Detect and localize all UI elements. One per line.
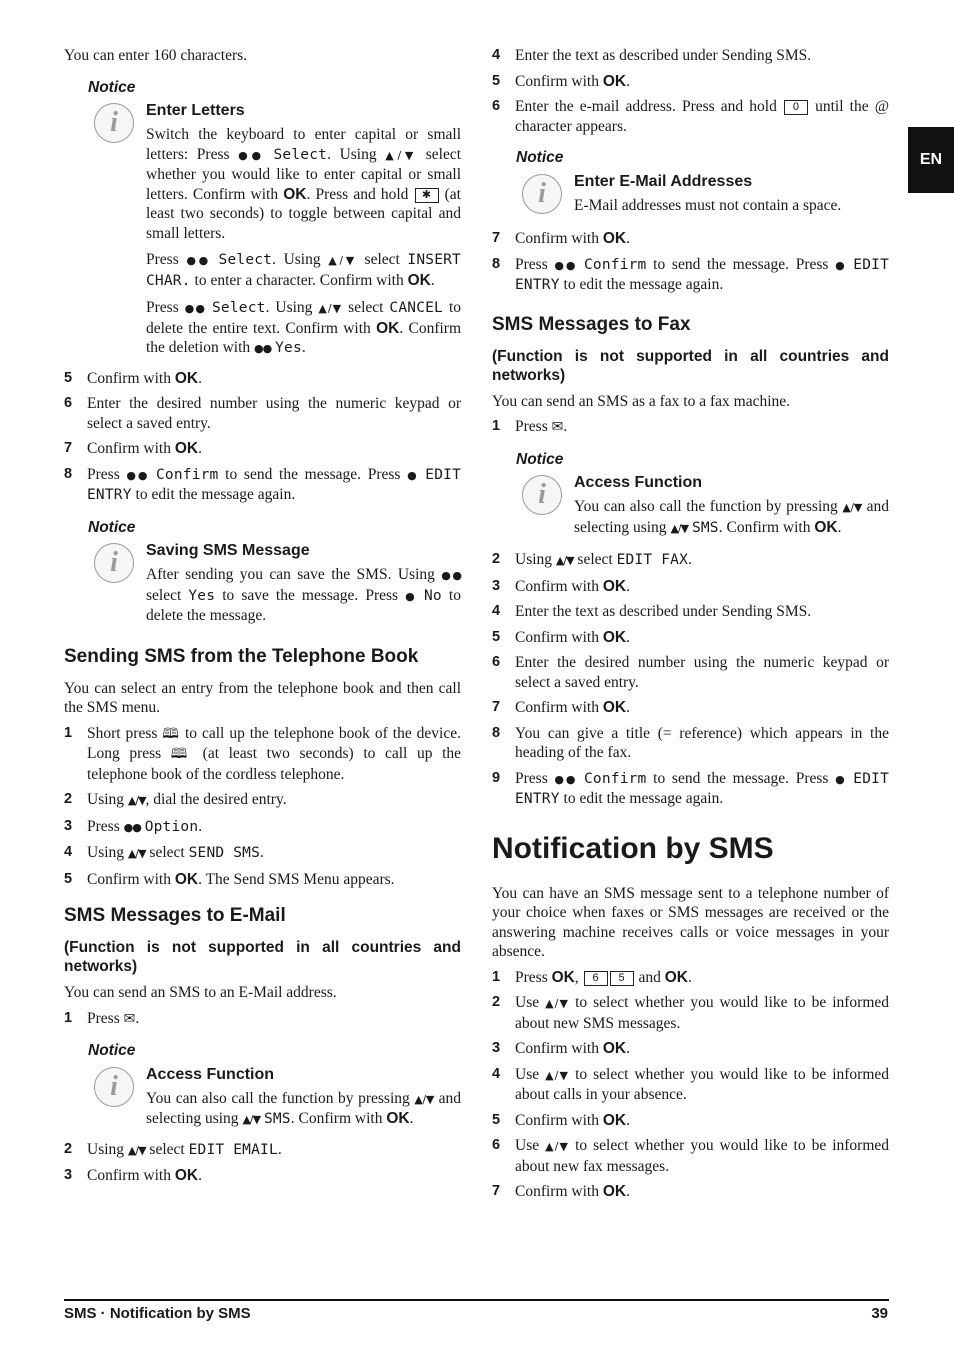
dot-icon: ● bbox=[405, 589, 417, 603]
up-down-arrow-icon: ▲/▼ bbox=[127, 847, 146, 860]
right-column bbox=[492, 46, 889, 1208]
chapter-heading: Notification by SMS bbox=[492, 831, 774, 865]
step-item: 6 Enter the e-mail address. Press and hold 0 until the @ character appears. bbox=[492, 98, 889, 135]
step-item: 5 Confirm with OK. bbox=[492, 72, 630, 90]
step-item: 2 Using ▲/▼ select EDIT FAX. bbox=[492, 551, 692, 568]
step-item: 5 Confirm with OK. bbox=[64, 369, 202, 387]
notice-title: Access Function bbox=[574, 474, 703, 491]
section-intro: You can have an SMS message sent to a telephone number of your choice when faxes or SMS messages are received or the answering machine receives calls or voice messages in your absence. bbox=[492, 884, 889, 960]
dots-icon: ●● bbox=[184, 302, 207, 315]
language-tab: EN bbox=[908, 127, 954, 193]
step-item: 1 Short press 🕮 to call up the telephone book of the device. Long press 🕮 (at least two seconds) to call up the telephone book of the cordless telephone. bbox=[64, 724, 462, 783]
notice-label: Notice bbox=[516, 149, 564, 166]
step-item: 4 Using ▲/▼ select SEND SMS. bbox=[64, 844, 264, 861]
phonebook-icon: 🕮 bbox=[170, 746, 194, 762]
notice-title: Access Function bbox=[146, 1065, 275, 1083]
notice-paragraph: E-Mail addresses must not contain a space. bbox=[574, 196, 842, 214]
up-down-arrow-icon: ▲/▼ bbox=[555, 554, 574, 567]
section-subheading: (Function is not supported in all countries and networks) bbox=[492, 347, 889, 384]
info-icon: i bbox=[522, 174, 562, 214]
up-down-arrow-icon: ▲/▼ bbox=[242, 1113, 261, 1126]
notice-paragraph: After sending you can save the SMS. Using ●● select Yes to save the message. Press ● No to delete the message. bbox=[146, 566, 462, 624]
dots-icon: ●● bbox=[554, 772, 578, 786]
up-down-arrow-icon: ▲/▼ bbox=[127, 794, 146, 807]
up-down-arrow-icon: ▲/▼ bbox=[545, 997, 570, 1010]
dots-icon: ●● bbox=[554, 258, 578, 272]
up-down-arrow-icon: ▲/▼ bbox=[318, 302, 343, 315]
notice-label: Notice bbox=[516, 450, 564, 468]
info-icon: i bbox=[94, 543, 134, 583]
info-icon: i bbox=[94, 103, 134, 143]
step-item: 2 Use ▲/▼ to select whether you would like to be informed about new SMS messages. bbox=[492, 994, 890, 1032]
step-item: 3 Press ●● Option. bbox=[64, 817, 203, 835]
notice-email-addresses bbox=[492, 172, 889, 216]
step-item: 2 Using ▲/▼, dial the desired entry. bbox=[64, 791, 287, 808]
notice-saving-sms bbox=[64, 541, 461, 626]
step-item: 5 Confirm with OK. bbox=[492, 628, 630, 646]
step-item: 5 Confirm with OK. The Send SMS Menu appears. bbox=[64, 870, 395, 888]
dot-icon: ● bbox=[407, 468, 419, 482]
step-item: 3 Confirm with OK. bbox=[64, 1167, 202, 1184]
step-item: 4 Enter the text as described under Sending SMS. bbox=[492, 603, 812, 620]
page-number: 39 bbox=[871, 1305, 888, 1322]
step-item: 7 Confirm with OK. bbox=[492, 699, 630, 716]
step-item: 7 Confirm with OK. bbox=[64, 440, 202, 457]
step-item: 1 Press ✉. bbox=[64, 1009, 140, 1027]
notice-label: Notice bbox=[88, 78, 136, 96]
notice-label: Notice bbox=[88, 1042, 136, 1059]
left-column bbox=[64, 46, 461, 1192]
step-item: 8 Press ●● Confirm to send the message. Press ● EDIT ENTRY to edit the message again. bbox=[64, 465, 462, 503]
up-down-arrow-icon: ▲/▼ bbox=[545, 1068, 570, 1082]
step-item: 6 Use ▲/▼ to select whether you would like to be informed about new fax messages. bbox=[492, 1137, 890, 1175]
phonebook-icon: 🕮 bbox=[162, 725, 180, 742]
step-item: 1 Press ✉. bbox=[492, 418, 568, 435]
step-item: 6 Enter the desired number using the numeric keypad or select a saved entry. bbox=[64, 395, 461, 432]
notice-paragraph: Switch the keyboard to enter capital or small letters: Press ●● Select. Using ▲/▼ select whether you would like to enter capital or small letters. Confirm with OK. Press and hold ✱ (at least two seconds) to toggle between capital and small letters. bbox=[146, 126, 462, 242]
section-heading: Sending SMS from the Telephone Book bbox=[64, 645, 419, 667]
envelope-icon: ✉ bbox=[123, 1010, 136, 1027]
step-item: 3 Confirm with OK. bbox=[492, 577, 630, 595]
notice-access-function bbox=[64, 1065, 461, 1130]
step-item: 2 Using ▲/▼ select EDIT EMAIL. bbox=[64, 1140, 282, 1158]
dots-icon: ●● bbox=[441, 569, 462, 582]
step-item: 4 Enter the text as described under Sending SMS. bbox=[492, 47, 812, 64]
footer-divider bbox=[64, 1299, 889, 1301]
notice-enter-letters bbox=[64, 101, 461, 359]
notice-paragraph: Press ●● Select. Using ▲/▼ select INSERT CHAR. to enter a character. Confirm with OK. bbox=[146, 251, 461, 289]
notice-title: Enter Letters bbox=[146, 102, 245, 119]
section-heading: SMS Messages to Fax bbox=[492, 313, 691, 335]
notice-paragraph: You can also call the function by pressing ▲/▼ and selecting using ▲/▼ SMS. Confirm with OK. bbox=[574, 498, 890, 536]
up-down-arrow-icon: ▲/▼ bbox=[328, 254, 357, 267]
notice-label: Notice bbox=[88, 518, 136, 536]
notice-access-function bbox=[492, 473, 889, 538]
section-heading: SMS Messages to E-Mail bbox=[64, 905, 286, 926]
step-item: 5 Confirm with OK. bbox=[492, 1111, 630, 1129]
section-intro: You can send an SMS as a fax to a fax machine. bbox=[492, 392, 791, 410]
step-item: 7 Confirm with OK. bbox=[492, 230, 630, 247]
dot-icon: ● bbox=[835, 258, 847, 272]
notice-paragraph: Press ●● Select. Using ▲/▼ select CANCEL to delete the entire text. Confirm with OK. Confirm the deletion with ●● Yes. bbox=[146, 299, 462, 356]
intro-text: You can enter 160 characters. bbox=[64, 47, 248, 64]
step-item: 3 Confirm with OK. bbox=[492, 1040, 630, 1057]
step-item: 6 Enter the desired number using the numeric keypad or select a saved entry. bbox=[492, 654, 889, 691]
zero-key-icon: 0 bbox=[784, 100, 808, 115]
dot-icon: ● bbox=[835, 772, 847, 786]
five-key-icon: 5 bbox=[610, 971, 634, 986]
up-down-arrow-icon: ▲/▼ bbox=[842, 501, 863, 514]
section-subheading: (Function is not supported in all countries and networks) bbox=[64, 939, 461, 975]
step-item: 8 Press ●● Confirm to send the message. Press ● EDIT ENTRY to edit the message again. bbox=[492, 255, 890, 293]
info-icon: i bbox=[522, 475, 562, 515]
star-key-icon: ✱ bbox=[415, 188, 439, 203]
up-down-arrow-icon: ▲/▼ bbox=[127, 1143, 146, 1157]
notice-paragraph: You can also call the function by pressing ▲/▼ and selecting using ▲/▼ SMS. Confirm with OK. bbox=[146, 1089, 462, 1127]
step-item: 4 Use ▲/▼ to select whether you would like to be informed about calls in your absence. bbox=[492, 1065, 890, 1103]
step-item: 9 Press ●● Confirm to send the message. Press ● EDIT ENTRY to edit the message again. bbox=[492, 769, 890, 807]
section-intro: You can send an SMS to an E-Mail address. bbox=[64, 984, 337, 1001]
dots-icon: ●● bbox=[186, 254, 211, 267]
step-item: 1 Press OK, 6 5 and OK. bbox=[492, 968, 692, 986]
info-icon: i bbox=[94, 1067, 134, 1107]
six-key-icon: 6 bbox=[584, 971, 608, 986]
notice-title: Enter E-Mail Addresses bbox=[574, 172, 753, 190]
up-down-arrow-icon: ▲/▼ bbox=[545, 1140, 570, 1153]
step-item: 7 Confirm with OK. bbox=[492, 1183, 630, 1200]
up-down-arrow-icon: ▲/▼ bbox=[385, 148, 418, 162]
footer-section-title: SMS · Notification by SMS bbox=[64, 1305, 251, 1322]
up-down-arrow-icon: ▲/▼ bbox=[670, 521, 689, 535]
dots-icon: ●● bbox=[238, 148, 265, 162]
notice-title: Saving SMS Message bbox=[146, 542, 310, 559]
section-intro: You can select an entry from the telephone book and then call the SMS menu. bbox=[64, 679, 461, 716]
up-down-arrow-icon: ▲/▼ bbox=[414, 1092, 435, 1106]
dots-icon: ●● bbox=[126, 468, 150, 482]
dots-icon: ●● bbox=[123, 820, 141, 834]
step-item: 8 You can give a title (= reference) which appears in the heading of the fax. bbox=[492, 724, 889, 761]
envelope-icon: ✉ bbox=[551, 419, 564, 435]
dots-icon: ●● bbox=[254, 342, 272, 355]
